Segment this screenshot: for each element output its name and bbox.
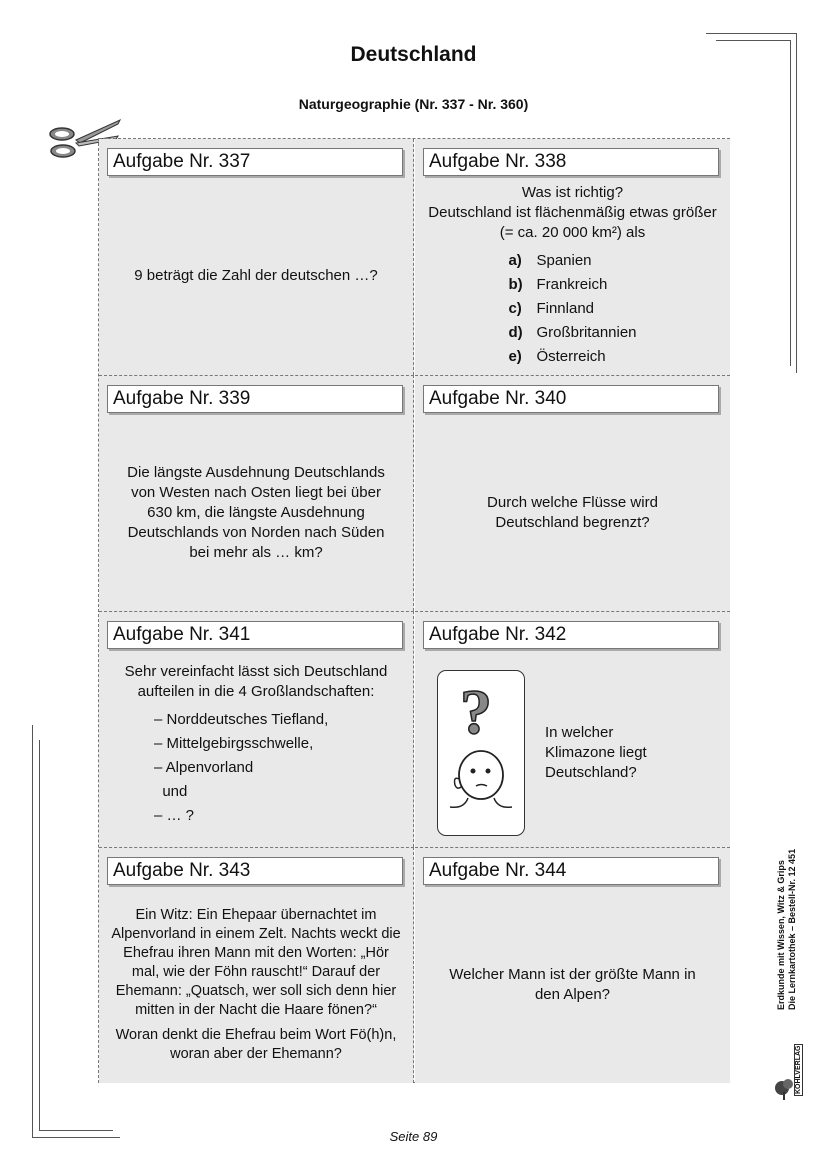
list-item: – … ?	[154, 807, 195, 824]
card-text: Durch welche Flüsse wird Deutschland begrenzt?	[487, 493, 658, 531]
card-body	[423, 892, 722, 1077]
list-item: – Mittelgebirgsschwelle,	[154, 735, 314, 752]
question-figure-box	[437, 670, 525, 836]
card-337	[99, 139, 414, 375]
card-title: Aufgabe Nr. 344	[423, 857, 719, 885]
list-item: – Norddeutsches Tiefland,	[154, 711, 329, 728]
option-d: d) Großbritannien	[508, 324, 637, 341]
card-body	[107, 183, 405, 369]
card-body	[107, 420, 405, 605]
card-title: Aufgabe Nr. 337	[107, 148, 403, 176]
card-grid	[98, 138, 730, 1083]
card-body	[423, 183, 722, 369]
card-text: 9 beträgt die Zahl der deutschen …?	[134, 267, 378, 284]
card-text: Die längste Ausdehnung Deutschlands von Westen nach Osten liegt bei über 630 km, die längste Ausdehnung Deutschlands von Norden nach Süden bei mehr als … km?	[127, 463, 385, 561]
landscape-list	[154, 708, 328, 828]
card-title: Aufgabe Nr. 341	[107, 621, 403, 649]
card-343	[99, 847, 414, 1083]
card-body	[437, 664, 722, 841]
option-e: e) Österreich	[508, 348, 606, 365]
card-text: Ein Witz: Ein Ehepaar übernachtet im Alpenvorland in einem Zelt. Nachts weckt die Ehefrau ihren Mann mit den Worten: „Hör mal, wie der Föhn rauscht!“ Darauf der Ehemann: „Quatsch, wer soll sich denn hier mitten in der Nacht die Haare fönen?“	[111, 906, 401, 1018]
frame-bottom-left-v	[32, 725, 33, 1137]
option-list	[508, 249, 636, 369]
page-number: Seite 89	[389, 1129, 438, 1144]
card-title: Aufgabe Nr. 342	[423, 621, 719, 649]
publisher-name: KOHLVERLAG	[795, 1045, 802, 1094]
side-line-2: Die Lernkartothek – Bestell-Nr. 12 451	[787, 848, 797, 1010]
card-340	[415, 375, 730, 611]
card-338	[415, 139, 730, 375]
card-text: In welcher Klimazone liegt Deutschland?	[545, 723, 647, 781]
question-figure-icon	[438, 671, 524, 835]
card-344	[415, 847, 730, 1083]
card-title: Aufgabe Nr. 338	[423, 148, 719, 176]
option-a: a) Spanien	[508, 252, 592, 269]
card-341	[99, 611, 414, 847]
option-b: b) Frankreich	[508, 276, 608, 293]
card-342	[415, 611, 730, 847]
card-title: Aufgabe Nr. 343	[107, 857, 403, 885]
frame-top-right-v2	[790, 40, 791, 366]
list-item: – Alpenvorland	[154, 759, 254, 776]
frame-top-right-v	[796, 33, 797, 373]
list-item: und	[154, 783, 188, 800]
page-subtitle: Naturgeographie (Nr. 337 - Nr. 360)	[298, 96, 529, 112]
card-intro: Was ist richtig? Deutschland ist flächenmäßig etwas größer (= ca. 20 000 km²) als	[428, 184, 717, 241]
frame-top-right-h	[706, 33, 796, 34]
card-title: Aufgabe Nr. 340	[423, 385, 719, 413]
side-credits	[776, 849, 798, 1010]
svg-text:?: ?	[460, 675, 492, 747]
frame-bottom-left-v2	[39, 740, 40, 1130]
side-line-1: Erdkunde mit Wissen, Witz & Grips	[776, 860, 786, 1010]
card-intro: Sehr vereinfacht lässt sich Deutschland aufteilen in die 4 Großlandschaften:	[124, 663, 388, 700]
card-title: Aufgabe Nr. 339	[107, 385, 403, 413]
card-text: Welcher Mann ist der größte Mann in den Alpen?	[449, 965, 696, 1003]
frame-top-right-h2	[716, 40, 790, 41]
card-body	[107, 662, 405, 841]
card-body	[107, 890, 405, 1079]
card-339	[99, 375, 414, 611]
card-body	[423, 420, 722, 605]
option-c: c) Finnland	[508, 300, 595, 317]
card-question: Woran denkt die Ehefrau beim Wort Fö(h)n, woran aber der Ehemann?	[115, 1026, 397, 1062]
page-title: Deutschland	[350, 43, 477, 66]
kohl-verlag-logo	[772, 1040, 802, 1100]
